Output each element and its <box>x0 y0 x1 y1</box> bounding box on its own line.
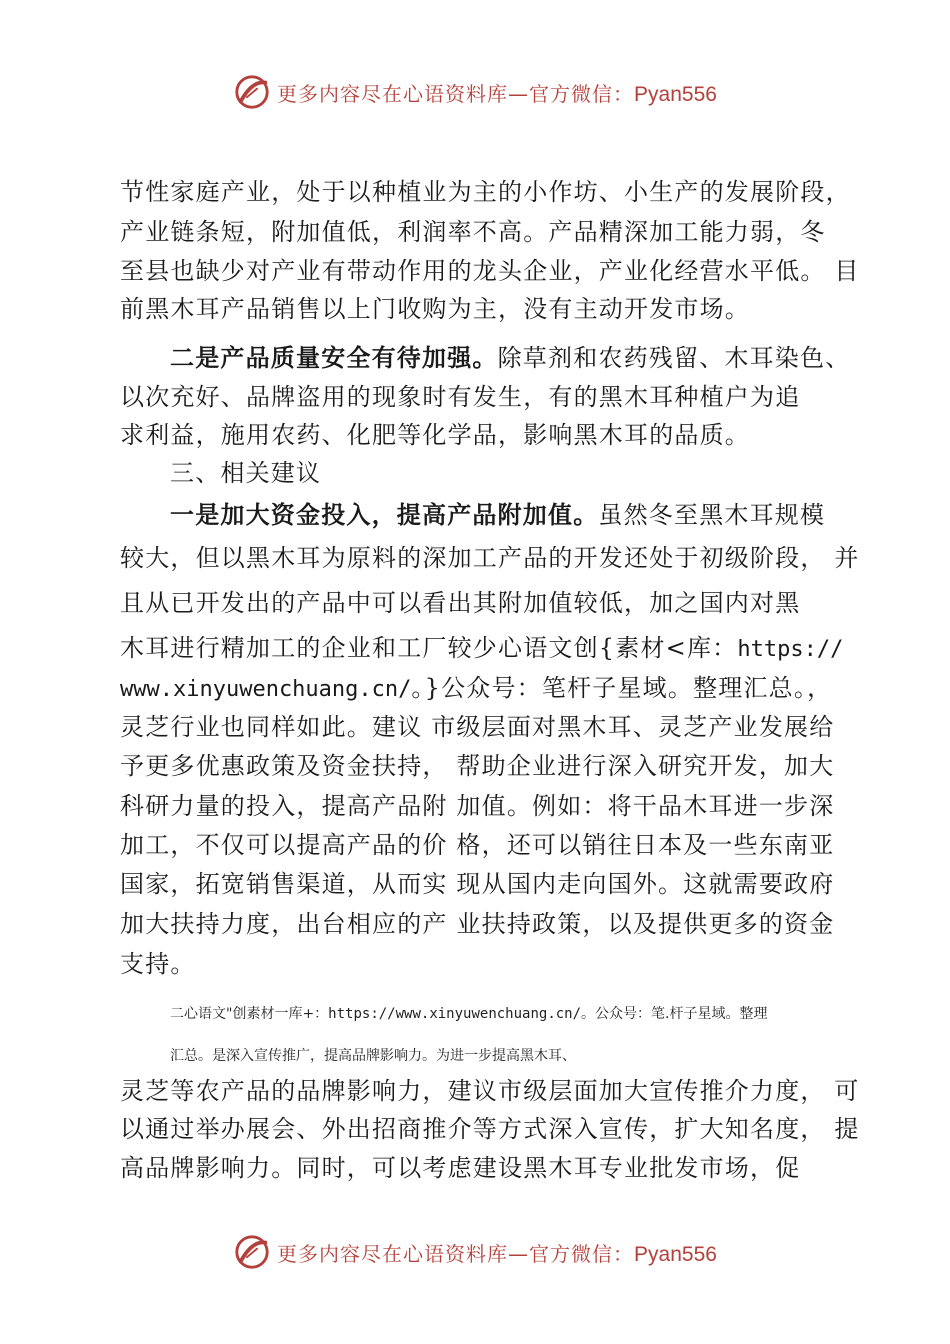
p3-line-11: 加大扶持力度，出台相应的产 业扶持政策，以及提供更多的资金 <box>120 910 835 938</box>
p4-line-2: 以通过举办展会、外出招商推介等方式深入宣传，扩大知名度， 提 <box>120 1115 860 1143</box>
p2-line-1: 二是产品质量安全有待加强。除草剂和农药残留、木耳染色、 <box>170 344 851 372</box>
p1-line-4: 前黑木耳产品销售以上门收购为主，没有主动开发市场。 <box>120 295 750 323</box>
p4-line-1: 灵芝等农产品的品牌影响力，建议市级层面加大宣传推介力度， 可 <box>120 1077 860 1105</box>
header-banner <box>0 72 950 112</box>
p1-line-3: 至县也缺少对产业有带动作用的龙头企业，产业化经营水平低。 目 <box>120 257 860 285</box>
p3-line-1: 一是加大资金投入，提高产品附加值。虽然冬至黑木耳规模 <box>170 501 826 529</box>
p3-line-10: 国家，拓宽销售渠道，从而实 现从国内走向国外。这就需要政府 <box>120 870 835 898</box>
p3-line-9: 加工，不仅可以提高产品的价 格，还可以销往日本及一些东南亚 <box>120 831 835 859</box>
footer-banner-text: 更多内容尽在心语资料库—官方微信：Pyan556 <box>277 1241 717 1266</box>
p3-line-2: 较大，但以黑木耳为原料的深加工产品的开发还处于初级阶段， 并 <box>120 544 860 572</box>
section-heading-3: 三、相关建议 <box>170 459 322 487</box>
p3-heading: 一是加大资金投入，提高产品附加值。 <box>170 501 599 529</box>
small-line-2: 汇总。是深入宣传推广，提高品牌影响力。为进一步提高黑木耳、 <box>170 1048 576 1064</box>
footer-wechat-id: Pyan556 <box>634 1242 717 1266</box>
header-banner-text: 更多内容尽在心语资料库—官方微信：Pyan556 <box>277 81 717 106</box>
small-line-1: 二心语文"创素材一库+：https://www.xinyuwenchuang.cn/。公众号：笔.杆子星域。整理 <box>170 1006 768 1022</box>
p3-line-7: 予更多优惠政策及资金扶持， 帮助企业进行深入研究开发，加大 <box>120 752 835 780</box>
p3-line-4: 木耳进行精加工的企业和工厂较少心语文创{素材<库：https:// <box>120 634 844 662</box>
p3-line-12: 支持。 <box>120 950 196 978</box>
p2-heading: 二是产品质量安全有待加强。 <box>170 344 498 372</box>
p1-line-2: 产业链条短，附加值低，利润率不高。产品精深加工能力弱，冬 <box>120 218 826 246</box>
p2-line-2: 以次充好、品牌盗用的现象时有发生，有的黑木耳种植户为追 <box>120 383 801 411</box>
p3-line-6: 灵芝行业也同样如此。建议 市级层面对黑木耳、灵芝产业发展给 <box>120 713 835 741</box>
p3-line-8: 科研力量的投入，提高产品附 加值。例如：将干品木耳进一步深 <box>120 792 835 820</box>
header-wechat-id: Pyan556 <box>634 82 717 106</box>
brush-logo-icon <box>233 1233 271 1271</box>
p2-line-3: 求利益，施用农药、化肥等化学品，影响黑木耳的品质。 <box>120 421 750 449</box>
p1-line-1: 节性家庭产业，处于以种植业为主的小作坊、小生产的发展阶段， <box>120 178 851 206</box>
brush-logo-icon <box>233 73 271 111</box>
p3-line-5: www.xinyuwenchuang.cn/。}公众号：笔杆子星域。整理汇总。， <box>120 674 833 702</box>
p4-line-3: 高品牌影响力。同时，可以考虑建设黑木耳专业批发市场，促 <box>120 1154 801 1182</box>
p3-line-3: 且从已开发出的产品中可以看出其附加值较低，加之国内对黑 <box>120 589 801 617</box>
footer-banner <box>0 1232 950 1272</box>
